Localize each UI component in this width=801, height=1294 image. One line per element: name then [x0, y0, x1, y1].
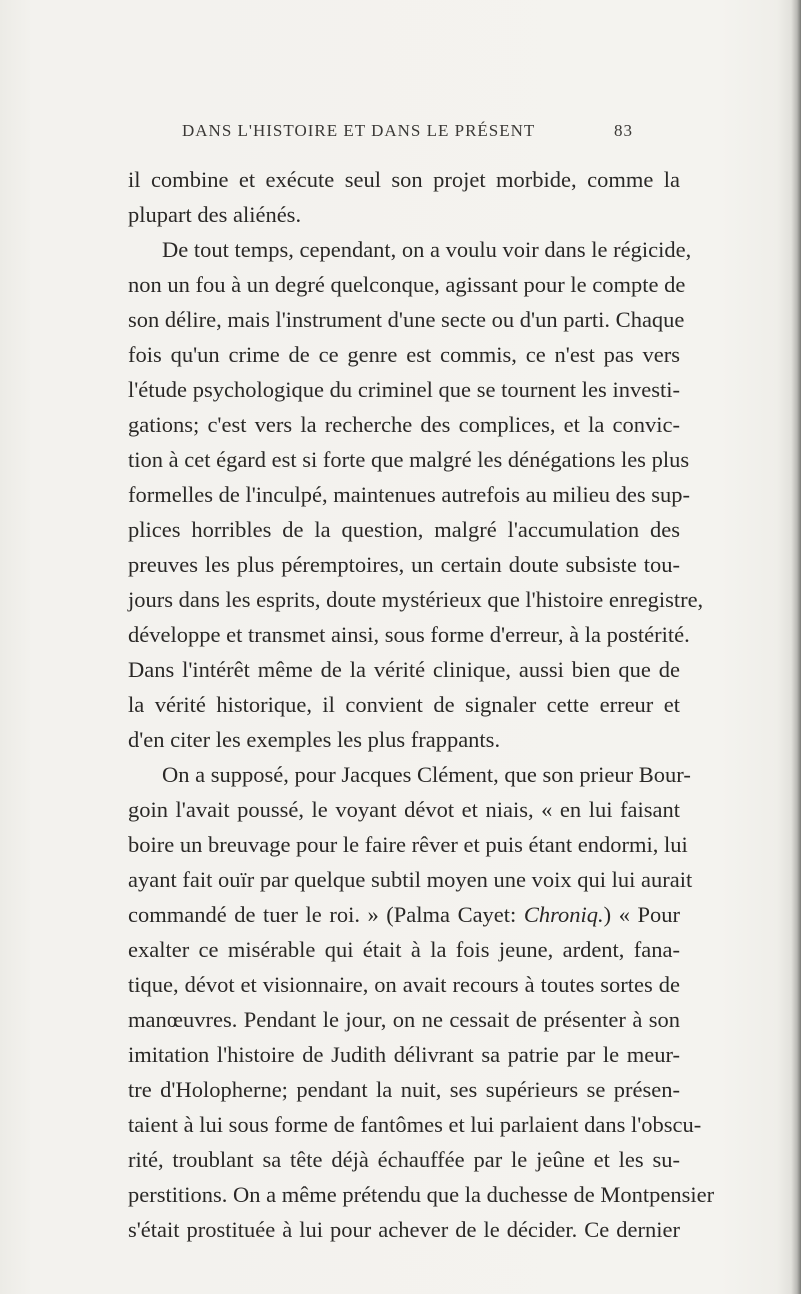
body-text [128, 162, 715, 1247]
text-line: gations; c'est vers la recherche des complices, et la convic- [128, 412, 680, 437]
text-line: boire un breuvage pour le faire rêver et puis étant endormi, lui [128, 832, 688, 857]
text-line: De tout temps, cependant, on a voulu voir dans le régicide, [162, 237, 692, 262]
page-number: 83 [614, 121, 633, 140]
text-line: ayant fait ouïr par quelque subtil moyen une voix qui lui aurait [128, 867, 693, 892]
page-edge-shadow [791, 0, 801, 1294]
text-line: On a supposé, pour Jacques Clément, que son prieur Bour- [162, 762, 691, 787]
text-line: manœuvres. Pendant le jour, on ne cessait de présenter à son [128, 1007, 680, 1032]
text-line: commandé de tuer le roi. » (Palma Cayet: Chroniq.) « Pour [128, 902, 680, 927]
running-header [182, 121, 632, 145]
text-line: fois qu'un crime de ce genre est commis, ce n'est pas vers [128, 342, 680, 367]
text-line: imitation l'histoire de Judith délivrant sa patrie par le meur- [128, 1042, 680, 1067]
text-line: d'en citer les exemples les plus frappants. [128, 727, 501, 752]
running-title: DANS L'HISTOIRE ET DANS LE PRÉSENT [182, 121, 536, 140]
text-line: goin l'avait poussé, le voyant dévot et niais, « en lui faisant [128, 797, 680, 822]
text-line: développe et transmet ainsi, sous forme d'erreur, à la postérité. [128, 622, 690, 647]
text-line: tique, dévot et visionnaire, on avait recours à toutes sortes de [128, 972, 680, 997]
text-line: taient à lui sous forme de fantômes et lui parlaient dans l'obscu- [128, 1112, 702, 1137]
text-line: l'étude psychologique du criminel que se tournent les investi- [128, 377, 680, 402]
text-line: tre d'Holopherne; pendant la nuit, ses supérieurs se présen- [128, 1077, 680, 1102]
text-line: formelles de l'inculpé, maintenues autrefois au milieu des sup- [128, 482, 691, 507]
text-line: tion à cet égard est si forte que malgré les dénégations les plus [128, 447, 690, 472]
text-line: s'était prostituée à lui pour achever de le décider. Ce dernier [128, 1217, 680, 1242]
text-line: exalter ce misérable qui était à la fois jeune, ardent, fana- [128, 937, 680, 962]
text-line: jours dans les esprits, doute mystérieux que l'histoire enregistre, [128, 587, 704, 612]
text-line: rité, troublant sa tête déjà échauffée par le jeûne et les su- [128, 1147, 680, 1172]
text-line: Dans l'intérêt même de la vérité clinique, aussi bien que de [128, 657, 680, 682]
italic-title: Chroniq. [523, 902, 604, 927]
text-line: plupart des aliénés. [128, 202, 302, 227]
text-line: perstitions. On a même prétendu que la duchesse de Montpensier [128, 1182, 715, 1207]
text-line: la vérité historique, il convient de signaler cette erreur et [128, 692, 680, 717]
text-line: son délire, mais l'instrument d'une secte ou d'un parti. Chaque [128, 307, 685, 332]
text-line: plices horribles de la question, malgré l'accumulation des [128, 517, 680, 542]
text-line: preuves les plus péremptoires, un certain doute subsiste tou- [128, 552, 680, 577]
text-line: non un fou à un degré quelconque, agissant pour le compte de [128, 272, 686, 297]
text-line: il combine et exécute seul son projet morbide, comme la [128, 167, 680, 192]
